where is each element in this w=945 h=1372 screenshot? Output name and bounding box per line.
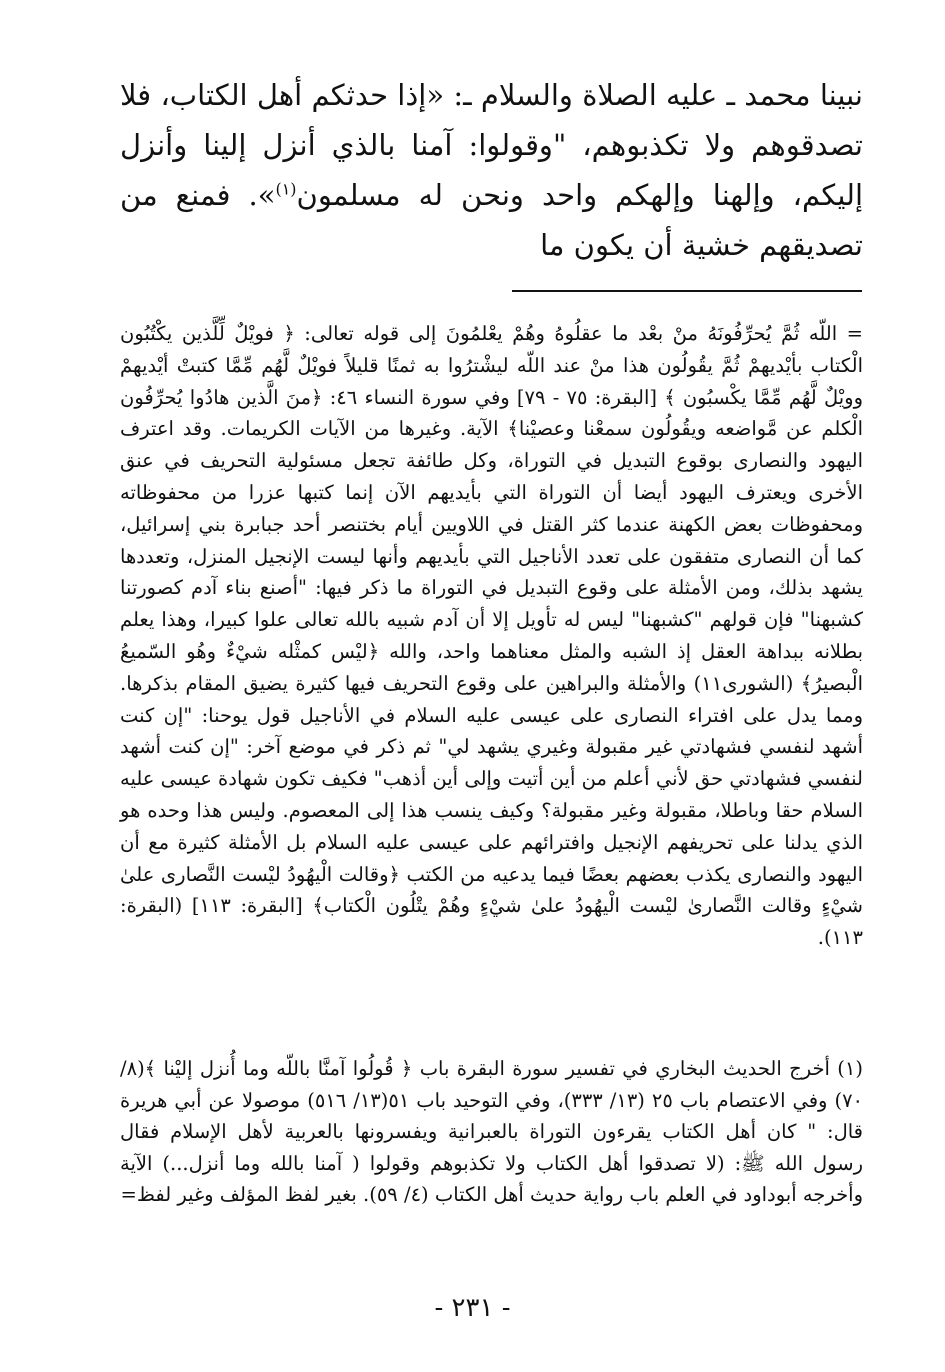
main-paragraph bbox=[120, 70, 863, 270]
main-sentence-end: ». فمنع من تصديقهم خشية أن يكون ما bbox=[120, 178, 863, 262]
main-text bbox=[120, 70, 863, 270]
footnote-1-text: (١) أخرج الحديث البخاري في تفسير سورة البقرة باب ﴿ قُولُوا آمنَّا باللّه وما أُنزل إليْنا ﴾(٨/ ٧٠) وفي الاعتصام باب ٢٥ (١٣/ ٣٣٣)، وفي التوحيد باب ٥١(١٣/ ٥١٦) موصولا عن أبي هريرة قال: " كان أهل الكتاب يقرءون التوراة بالعبرانية ويفسرونها بالعربية لأهل الإسلام فقال رسول الله ﷺ: (لا تصدقوا أهل الكتاب ولا تكذبوهم وقولوا ( آمنا بالله وما أنزل...) الآية وأخرجه أبوداود في العلم باب رواية حديث أهل الكتاب (٤/ ٥٩). بغير لفظ المؤلف وغير لفظ= bbox=[120, 1057, 864, 1206]
footnote-1 bbox=[120, 1053, 863, 1211]
main-sentence: نبينا محمد ـ عليه الصلاة والسلام ـ: «إذا حدثكم أهل الكتاب، فلا تصدقوهم ولا تكذبوهم، "وقولوا: آمنا بالذي أنزل إلينا وأنزل إليكم، وإلهنا وإلهكم واحد ونحن له مسلمون bbox=[120, 78, 863, 212]
footnote-continuation-text: = اللّه ثُمَّ يُحرِّفُونَهُ منْ بعْد ما عقلُوهُ وهُمْ يعْلمُونَ إلى قوله تعالى: ﴿ فويْلٌ لِّلَّذين يكْتُبُون الْكتاب بأيْديهمْ ثُمَّ يقُولُون هذا منْ عند اللّه ليشْترُوا به ثمنًا قليلاً فويْلٌ لَّهُم مِّمَّا كتبتْ أيْديهمْ وويْلٌ لَّهُم مِّمَّا يكْسبُون ﴾ [البقرة: ٧٥ - ٧٩] وفي سورة النساء ٤٦: ﴿منَ الَّذين هادُوا يُحرِّفُون الْكلم عن مَّواضعه ويقُولُون سمعْنا وعصيْنا﴾ الآية. وغيرها من الآيات الكريمات. وقد اعترف اليهود والنصارى بوقوع التبديل في التوراة، وكل طائفة تجعل مسئولية التحريف في عنق الأخرى ويعترف اليهود أيضا أن التوراة التي بأيديهم الآن إنما كتبها عزرا من محفوظاته ومحفوظات بعض الكهنة عندما كثر القتل في اللاويين أيام بختنصر أحد جبابرة بني إسرائيل، كما أن النصارى متفقون على تعدد الأناجيل التي بأيديهم وأنها ليست الإنجيل المنزل، وتعددها يشهد بذلك، ومن الأمثلة على وقوع التبديل في التوراة ما ذكر فيها: "أصنع بناء آدم كصورتنا كشبهنا" فإن قولهم "كشبهنا" ليس له تأويل إلا أن آدم شبيه بالله تعالى علوا كبيرا، وهذا يعلم بطلانه ببداهة العقل إذ الشبه والمثل معناهما واحد، والله ﴿ليْس كمثْله شيْءٌ وهُو السّميعُ الْبصيرُ﴾ (الشورى١١) والأمثلة والبراهين على وقوع التحريف فيها كثيرة يضيق المقام بذكرها. ومما يدل على افتراء النصارى على عيسى عليه السلام في الأناجيل قول يوحنا: "إن كنت أشهد لنفسي فشهادتي غير مقبولة وغيري يشهد لي" ثم ذكر في موضع آخر: "إن كنت أشهد لنفسي فشهادتي حق لأني أعلم من أين أتيت وإلى أين أذهب" فكيف تكون شهادة عيسى عليه السلام حقا وباطلا، مقبولة وغير مقبولة؟ وكيف ينسب هذا إلى المعصوم. وليس هذا وحده هو الذي يدلنا على تحريفهم الإنجيل وافترائهم على عيسى عليه السلام بل الأمثلة كثيرة مع أن اليهود والنصارى يكذب بعضهم بعضًا فيما يدعيه من الكتب ﴿وقالت الْيهُودُ ليْست النَّصارى علىٰ شيْءٍ وقالت النَّصارىٰ ليْست الْيهُودُ علىٰ شيْءٍ وهُمْ يتْلُون الْكتاب﴾ [البقرة: ١١٣] (البقرة: ١١٣). bbox=[120, 322, 863, 950]
footnote-reference[interactable]: (١) bbox=[275, 179, 297, 199]
footnote-continuation bbox=[120, 318, 863, 954]
footnote-separator bbox=[512, 290, 862, 292]
page-number: - ٢٣١ - bbox=[434, 1293, 511, 1323]
